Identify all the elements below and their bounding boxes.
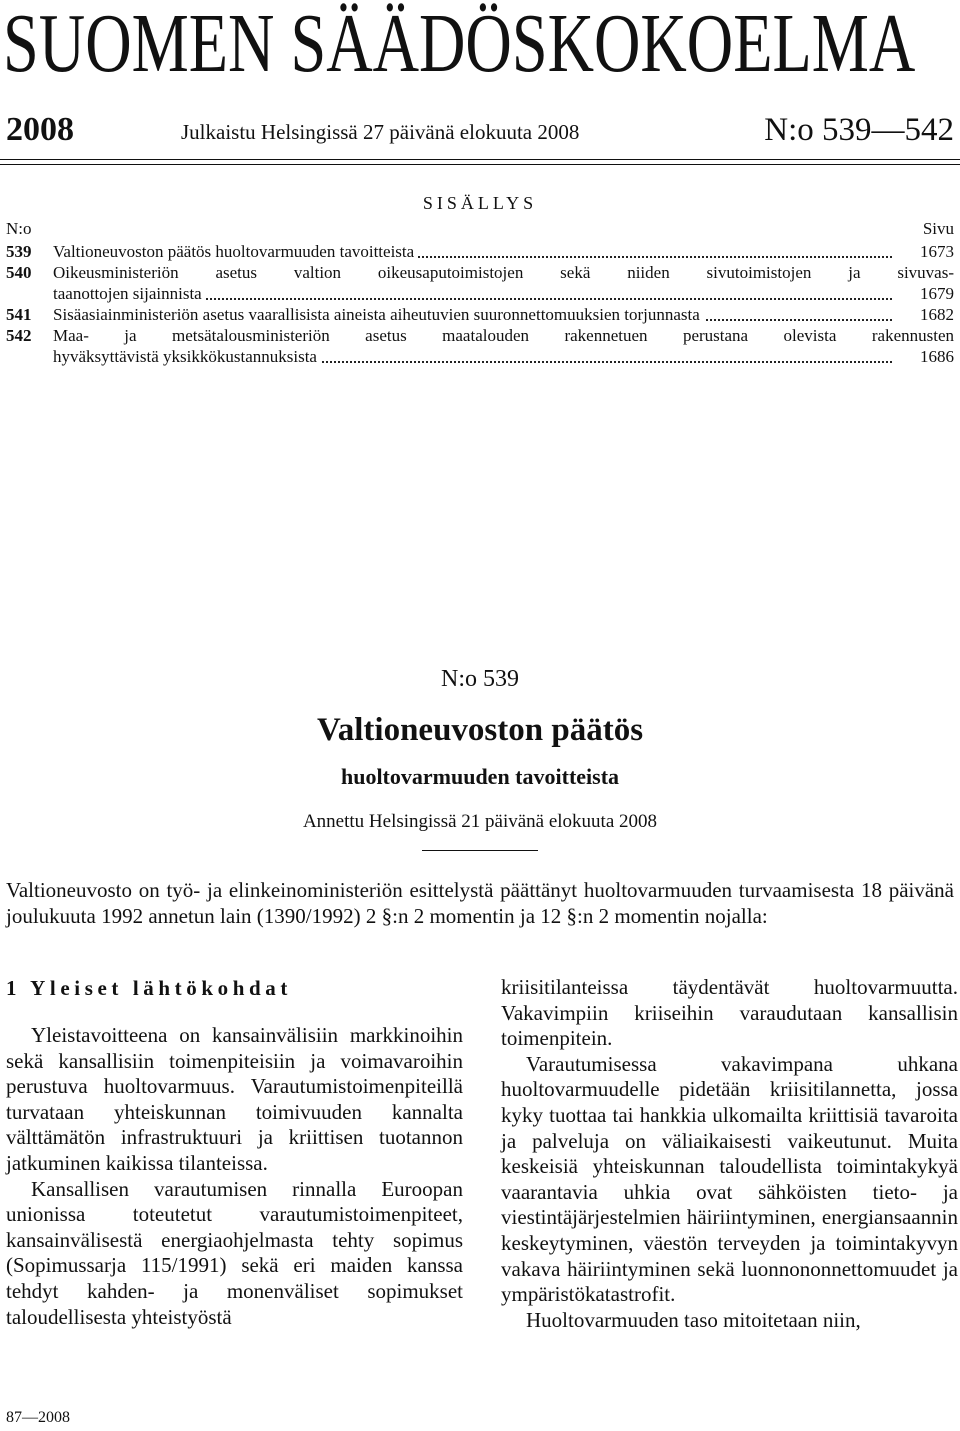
act-date: Annettu Helsingissä 21 päivänä elokuuta 2008: [302, 811, 658, 832]
toc-entry-line: [53, 241, 894, 262]
toc-title: SISÄLLYS: [422, 193, 538, 213]
toc-entry-page: 1686: [914, 346, 954, 367]
section-heading: 1 Yleiset lähtökohdat: [6, 976, 292, 1000]
toc-entry-number: 542: [6, 326, 32, 345]
toc-entry-title-cont: hyväksyttävistä yksikkökustannuksista: [53, 347, 321, 366]
toc-entry-title: Sisäasiainministeriön asetus vaarallisista aineista aiheutuvien suuronnettomuuksien torjunnasta: [53, 305, 704, 324]
header-rule-bottom: [0, 164, 960, 165]
publication-masthead: SUOMEN SÄÄDÖSKOKOELMA: [3, 0, 916, 90]
toc-column-page: Sivu: [922, 219, 954, 238]
act-subtitle: huoltovarmuuden tavoitteista: [340, 764, 620, 789]
toc-entry-page: 1673: [914, 241, 954, 262]
toc-entry-page: 1679: [914, 283, 954, 304]
publication-date: Julkaistu Helsingissä 27 päivänä elokuuta 2008: [181, 120, 580, 144]
toc-entry[interactable]: [6, 304, 954, 325]
issue-numbers: N:o 539—542: [764, 112, 954, 148]
toc-entry[interactable]: [6, 325, 954, 367]
toc-entry-title: Oikeusministeriön asetus valtion oikeusaputoimistojen sekä niiden sivutoimistojen ja sivuvas-: [53, 263, 954, 282]
issue-header: [0, 110, 960, 150]
toc-entry-line: [53, 262, 954, 283]
toc-entry-page: 1682: [914, 304, 954, 325]
toc-entry-line: [53, 346, 894, 367]
body-paragraph: Yleistavoitteena on kansainvälisiin markkinoihin sekä kansallisiin toimenpiteisiin ja voimavaroihin perustuva huoltovarmuus. Varautumistoimenpiteillä turvataan yhteiskunnan toimivuuden kannalta välttämätön infrastruktuuri ja kriittisen tuotannon jatkuminen kaikissa tilanteissa.: [6, 1023, 463, 1175]
body-paragraph: Varautumisessa vakavimpana uhkana huoltovarmuudelle pidetään kriisitilannetta, jossa kyky tuottaa tai hankkia ulkomailta kriittisiä tavaroita ja palveluja on väliaikaisesti vaikeutunut. Muita keskeisiä yhteiskunnan taloudellista toimintakykyä vaarantavia uhkia ovat sähköisten tieto- ja viestintäjärjestelmien häiriintyminen, energiansaannin keskeytyminen, väestön terveyden ja toimintakyvyn vakava häiriintyminen sekä luonnononnettomuudet ja ympäristökatastrofit.: [501, 1051, 958, 1307]
body-column-left: [6, 975, 463, 1330]
body-paragraph: kriisitilanteissa täydentävät huoltovarmuutta. Vakavimpiin kriiseihin varaudutaan kansallisin toimenpitein.: [501, 975, 958, 1051]
toc-entry-title-cont: taanottojen sijainnista: [53, 284, 206, 303]
act-separator: [422, 850, 538, 851]
issue-year: 2008: [6, 111, 74, 148]
act-title: Valtioneuvoston päätös: [316, 712, 644, 748]
toc-entry-title: Maa- ja metsätalousministeriön asetus maatalouden rakennetuen perustana olevista rakennusten: [53, 326, 954, 345]
toc-entry[interactable]: [6, 262, 954, 304]
toc-entry-line: [53, 325, 954, 346]
body-column-right: [501, 975, 958, 1333]
toc-entry[interactable]: [6, 241, 954, 262]
toc-entry-number: 539: [6, 242, 32, 261]
toc-column-number: N:o: [6, 219, 32, 238]
toc-entry-line: [53, 304, 894, 325]
toc-entry-number: 541: [6, 305, 32, 324]
toc-entry-number: 540: [6, 263, 32, 282]
body-paragraph: Huoltovarmuuden taso mitoitetaan niin,: [526, 1307, 861, 1332]
act-preamble: Valtioneuvosto on työ- ja elinkeinoministeriön esittelystä päättänyt huoltovarmuuden turvaamisesta 18 päivänä joulukuuta 1992 annetun lain (1390/1992) 2 §:n 2 momentin ja 12 §:n 2 momentin nojalla:: [6, 878, 954, 928]
toc-entry-title: Valtioneuvoston päätös huoltovarmuuden tavoitteista: [53, 242, 418, 261]
body-paragraph: Kansallisen varautumisen rinnalla Euroopan unionissa toteutetut varautumistoimenpiteet, kansainvälisestä energiaohjelmasta tehty sopimus (Sopimussarja 115/1991) sekä eri maiden kanssa tehdyt kahden- ja monenväliset sopimukset taloudellisesta yhteistyöstä: [6, 1176, 463, 1329]
act-number: N:o 539: [441, 666, 519, 692]
toc-entry-line: [53, 283, 894, 304]
header-rule-top: [0, 159, 960, 160]
page-footer-number: 87—2008: [6, 1409, 70, 1426]
